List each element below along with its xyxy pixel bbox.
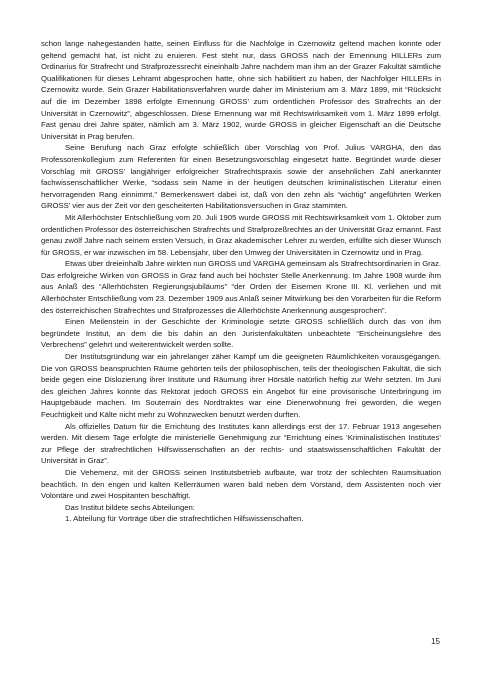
paragraph-7: Als offizielles Datum für die Errichtung des Institutes kann allerdings erst der 17. Februar 1913 angesehen werden. Mit diesem Tage erfolgte die ministerielle Genehmigung zur “Errichtung eines ‘Kriminalistischen Institutes’ zur Pflege der strafrechtlichen Hilfswissenschaften an der rechts- und staatswissenschaftlichen Fakultät der Universität in Graz”. (41, 421, 441, 466)
paragraph-5: Einen Meilenstein in der Geschichte der Kriminologie setzte GROSS schließlich durch das von ihm begründete Institut, an dem die bis dahin an den Juristenfakultäten unbeachtete “Erscheinungslehre des Verbrechens” gelehrt und weiterentwickelt werden sollte. (41, 317, 441, 350)
paragraph-9: Das Institut bildete sechs Abteilungen: (65, 502, 195, 512)
paragraph-10: 1. Abteilung für Vorträge über die strafrechtlichen Hilfswissenschaften. (65, 514, 304, 524)
paragraph-4: Etwas über dreieinhalb Jahre wirkten nun GROSS und VARGHA gemeinsam als Strafrechtsordinarien in Graz. Das erfolgreiche Wirken von GROSS in Graz fand auch bei höchster Stelle Anerkennung. Im Jahre 1908 wurde ihm aus Anlaß des “Allerhöchsten Regierungsjubiläums” “der Orden der Eisernen Krone III. Kl. verliehen und mit Allerhöchster Entschließung vom 23. Dezember 1909 aus Anlaß seiner Mitwirkung bei den Vorarbeiten für die Reform des österreichischen Strafrechtes und Strafprozesses die Allerhöchste Anerkennung ausgesprochen”. (41, 259, 441, 315)
paragraph-6: Der Institutsgründung war ein jahrelanger zäher Kampf um die geeigneten Räumlichkeiten vorausgegangen. Die von GROSS beanspruchten Räume gehörten teils der philosophischen, teils der theologischen Fakultät, die sich beide gegen eine Dislozierung ihrer Institute und Räumung ihrer Hörsäle natürlich heftig zur Wehr setzten. Im Juni des gleichen Jahres konnte das Rektorat jedoch GROSS ein Angebot für eine provisorische Unterbringung im Hauptgebäude machen. Im Souterrain des Nordtraktes war eine Dienerwohnung frei geworden, die wegen Feuchtigkeit und Kälte nicht mehr zu Wohnzwecken benutzt werden durften. (41, 352, 441, 419)
paragraph-2: Seine Berufung nach Graz erfolgte schließlich über Vorschlag von Prof. Julius VARGHA, den das Professorenkollegium zum Referenten für einen Besetzungsvorschlag eingesetzt hatte. Begründet wurde dieser Vorschlag mit GROSS’ langjähriger erfolgreicher Strafrechtspraxis sowie der ansehnlichen Zahl anerkannter fachwissenschaftlicher Werke, “sodass sein Name in der heutigen deutschen kriminalistischen Literatur einen hervorragenden Rang einnimmt.” Bemerkenswert dabei ist, daß von den zehn als “wichtig” angeführten Werken GROSS’ vier aus der Zeit vor den gescheiterten Habilitationsversuchen in Graz stammten. (41, 143, 441, 211)
paragraph-1: schon lange nahegestanden hatte, seinen Einfluss für die Nachfolge in Czernowitz geltend machen konnte oder geltend gemacht hat, ist nicht zu eruieren. Fest steht nur, dass GROSS nach der Ernennung HILLERs zum Ordinarius für Strafrecht und Strafprozessrecht eineinhalb Jahre nachdem man ihm an der Grazer Fakultät sämtliche Qualifikationen für dieses Lehramt abgesprochen hatte, ohne sich habilitiert zu haben, der Nachfolger HILLERs in Czernowitz wurde. Sein Grazer Habilitationsverfahren wurde daher im Ministerium am 3. März 1899, mit “Rücksicht auf die im Dezember 1898 erfolgte Ernennung GROSS’ zum ordentlichen Professor des Strafrechts an der Universität in Czernowitz”, abgeschlossen. Diese Ernennung war mit Rechtswirksamkeit vom 1. März 1899 erfolgt. Fast genau drei Jahre später, nämlich am 3. März 1902, wurde GROSS in gleicher Eigenschaft an die Deutsche Universität in Prag berufen. (41, 39, 441, 141)
body-text (41, 38, 441, 525)
paragraph-3: Mit Allerhöchster Entschließung vom 20. Juli 1905 wurde GROSS mit Rechtswirksamkeit vom 1. Oktober zum ordentlichen Professor des österreichischen Strafrechts und Strafprozeßrechtes an der Universität Graz ernannt. Fast genau zwölf Jahre nach seinem ersten Versuch, in Graz akademischer Lehrer zu werden, erfüllte sich dieser Wunsch für GROSS, er war inzwischen im 58. Lebensjahr, über den Umweg der Universitäten in Czernowitz und in Prag. (41, 212, 441, 257)
page-number: 15 (431, 637, 440, 646)
paragraph-8: Die Vehemenz, mit der GROSS seinen Institutsbetrieb aufbaute, war trotz der schlechten Raumsituation beachtlich. In den engen und kalten Kellerräumen waren bald neben dem Vorstand, dem Assistenten noch vier Volontäre und zwei Hospitanten beschäftigt. (41, 467, 441, 501)
